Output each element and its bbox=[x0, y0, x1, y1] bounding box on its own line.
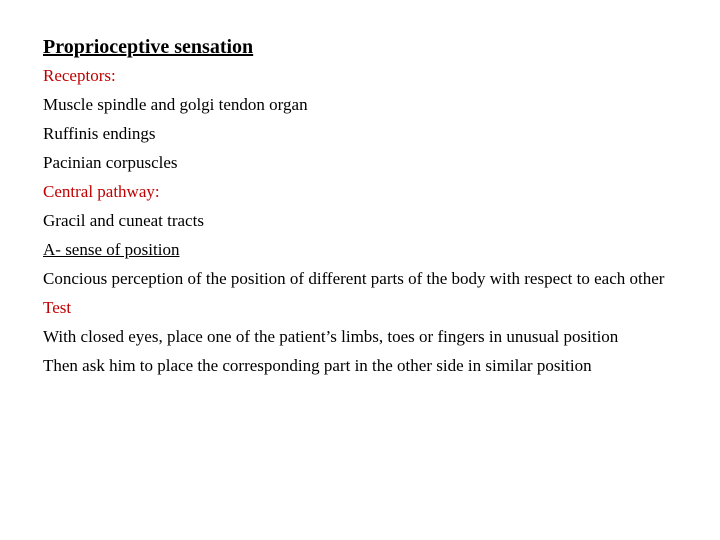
pathway-heading: Central pathway: bbox=[43, 182, 160, 201]
position-sense-subheading: A- sense of position bbox=[43, 240, 180, 259]
receptor-item: Muscle spindle and golgi tendon organ bbox=[43, 95, 308, 114]
pathway-text: Gracil and cuneat tracts bbox=[43, 211, 204, 230]
receptors-heading: Receptors: bbox=[43, 66, 116, 85]
receptor-item: Ruffinis endings bbox=[43, 124, 156, 143]
test-step: Then ask him to place the corresponding part in the other side in similar position bbox=[43, 356, 592, 375]
slide-title: Proprioceptive sensation bbox=[43, 36, 254, 58]
test-step: With closed eyes, place one of the patient’s limbs, toes or fingers in unusual position bbox=[43, 327, 619, 346]
receptor-item: Pacinian corpuscles bbox=[43, 153, 178, 172]
test-heading: Test bbox=[43, 298, 72, 317]
position-sense-definition: Concious perception of the position of different parts of the body with respect to each other bbox=[43, 269, 665, 288]
slide-content bbox=[43, 34, 683, 383]
